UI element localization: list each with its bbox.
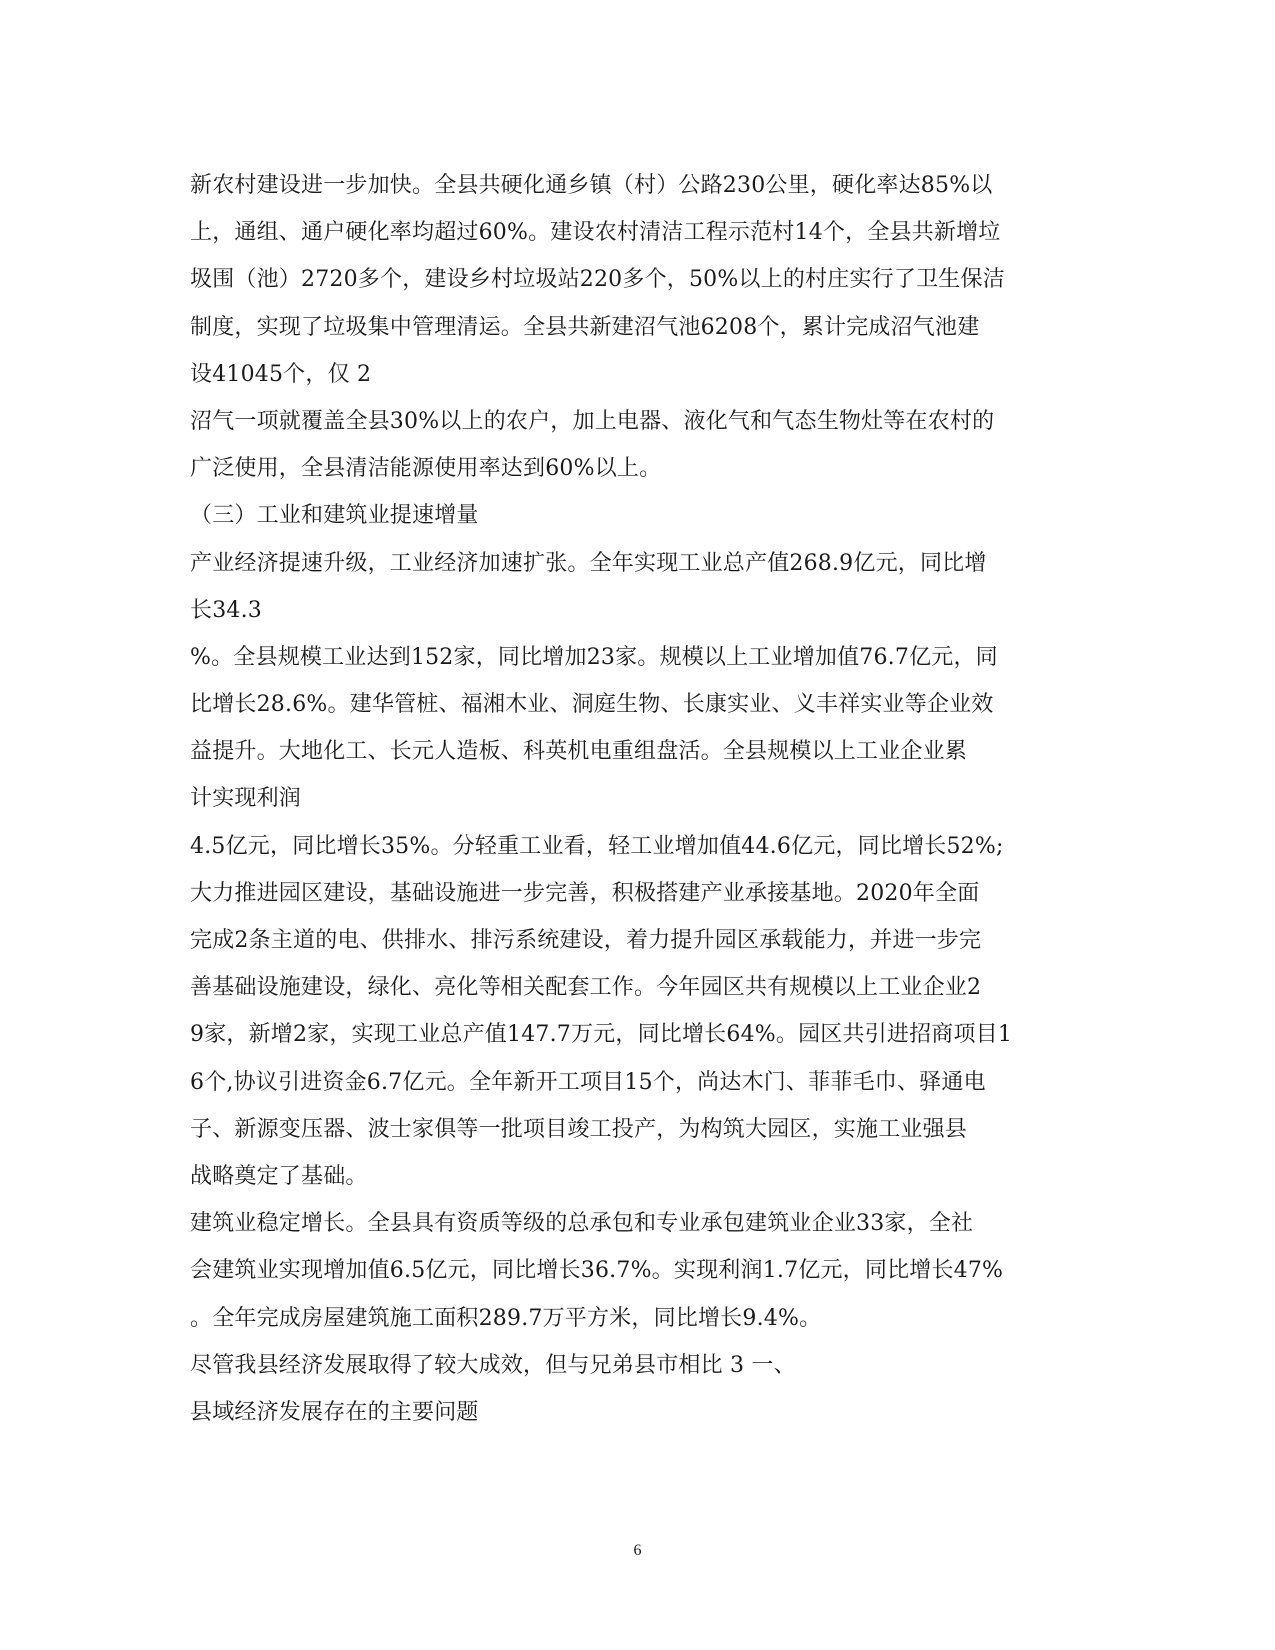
section-heading: （三）工业和建筑业提速增量: [190, 503, 479, 529]
body-text: [190, 162, 1090, 1436]
text-line: 战略奠定了基础。: [190, 1163, 368, 1189]
text-line: 大力推进园区建设，基础设施进一步完善，积极搭建产业承接基地。2020年全面: [190, 880, 980, 906]
text-line: 会建筑业实现增加值6.5亿元，同比增长36.7%。实现利润1.7亿元，同比增长47%: [190, 1258, 1004, 1284]
text-line: 新农村建设进一步加快。全县共硬化通乡镇（村）公路230公里，硬化率达85%以: [190, 173, 993, 198]
text-line: 善基础设施建设，绿化、亮化等相关配套工作。今年园区共有规模以上工业企业2: [190, 975, 982, 1001]
text-line: 尽管我县经济发展取得了较大成效，但与兄弟县市相比 3 一、: [190, 1352, 796, 1378]
text-line: 圾围（池）2720多个，建设乡村垃圾站220多个，50%以上的村庄实行了卫生保洁: [190, 267, 1005, 293]
text-line: 6个,协议引进资金6.7亿元。全年新开工项目15个，尚达木门、菲菲毛巾、驿通电: [190, 1069, 986, 1095]
text-line: %。全县规模工业达到152家，同比增加23家。规模以上工业增加值76.7亿元，同: [190, 644, 998, 670]
text-line: 沼气一项就覆盖全县30%以上的农户，加上电器、液化气和气态生物灶等在农村的: [190, 408, 995, 434]
text-line: 产业经济提速升级，工业经济加速扩张。全年实现工业总产值268.9亿元，同比增: [190, 550, 987, 576]
text-line: 9家，新增2家，实现工业总产值147.7万元，同比增长64%。园区共引进招商项目1: [190, 1022, 1013, 1048]
text-line: 益提升。大地化工、长元人造板、科英机电重组盘活。全县规模以上工业企业累: [190, 739, 968, 765]
text-line: 4.5亿元，同比增长35%。分轻重工业看，轻工业增加值44.6亿元，同比增长52%;: [190, 833, 1004, 859]
text-line: 计实现利润: [190, 786, 302, 812]
text-line: 完成2条主道的电、供排水、排污系统建设，着力提升园区承载能力，并进一步完: [190, 928, 982, 953]
text-line: 长34.3: [190, 597, 262, 623]
text-line: 制度，实现了垃圾集中管理清运。全县共新建沼气池6208个，累计完成沼气池建: [190, 314, 980, 340]
text-line: 。全年完成房屋建筑施工面积289.7万平方米，同比增长9.4%。: [190, 1305, 822, 1331]
text-line: 设41045个，仅 2: [190, 361, 372, 387]
text-line: 上，通组、通户硬化率均超过60%。建设农村清洁工程示范村14个，全县共新增垃: [190, 220, 1001, 246]
text-line: 广泛使用，全县清洁能源使用率达到60%以上。: [190, 456, 662, 482]
page-number: 6: [633, 1542, 642, 1559]
text-line: 子、新源变压器、波士家俱等一批项目竣工投产，为构筑大园区，实施工业强县: [190, 1116, 968, 1142]
text-line: 县域经济发展存在的主要问题: [190, 1399, 479, 1425]
text-line: 建筑业稳定增长。全县具有资质等级的总承包和专业承包建筑业企业33家，全社: [190, 1211, 974, 1237]
text-line: 比增长28.6%。建华管桩、福湘木业、洞庭生物、长康实业、义丰祥实业等企业效: [190, 692, 994, 718]
